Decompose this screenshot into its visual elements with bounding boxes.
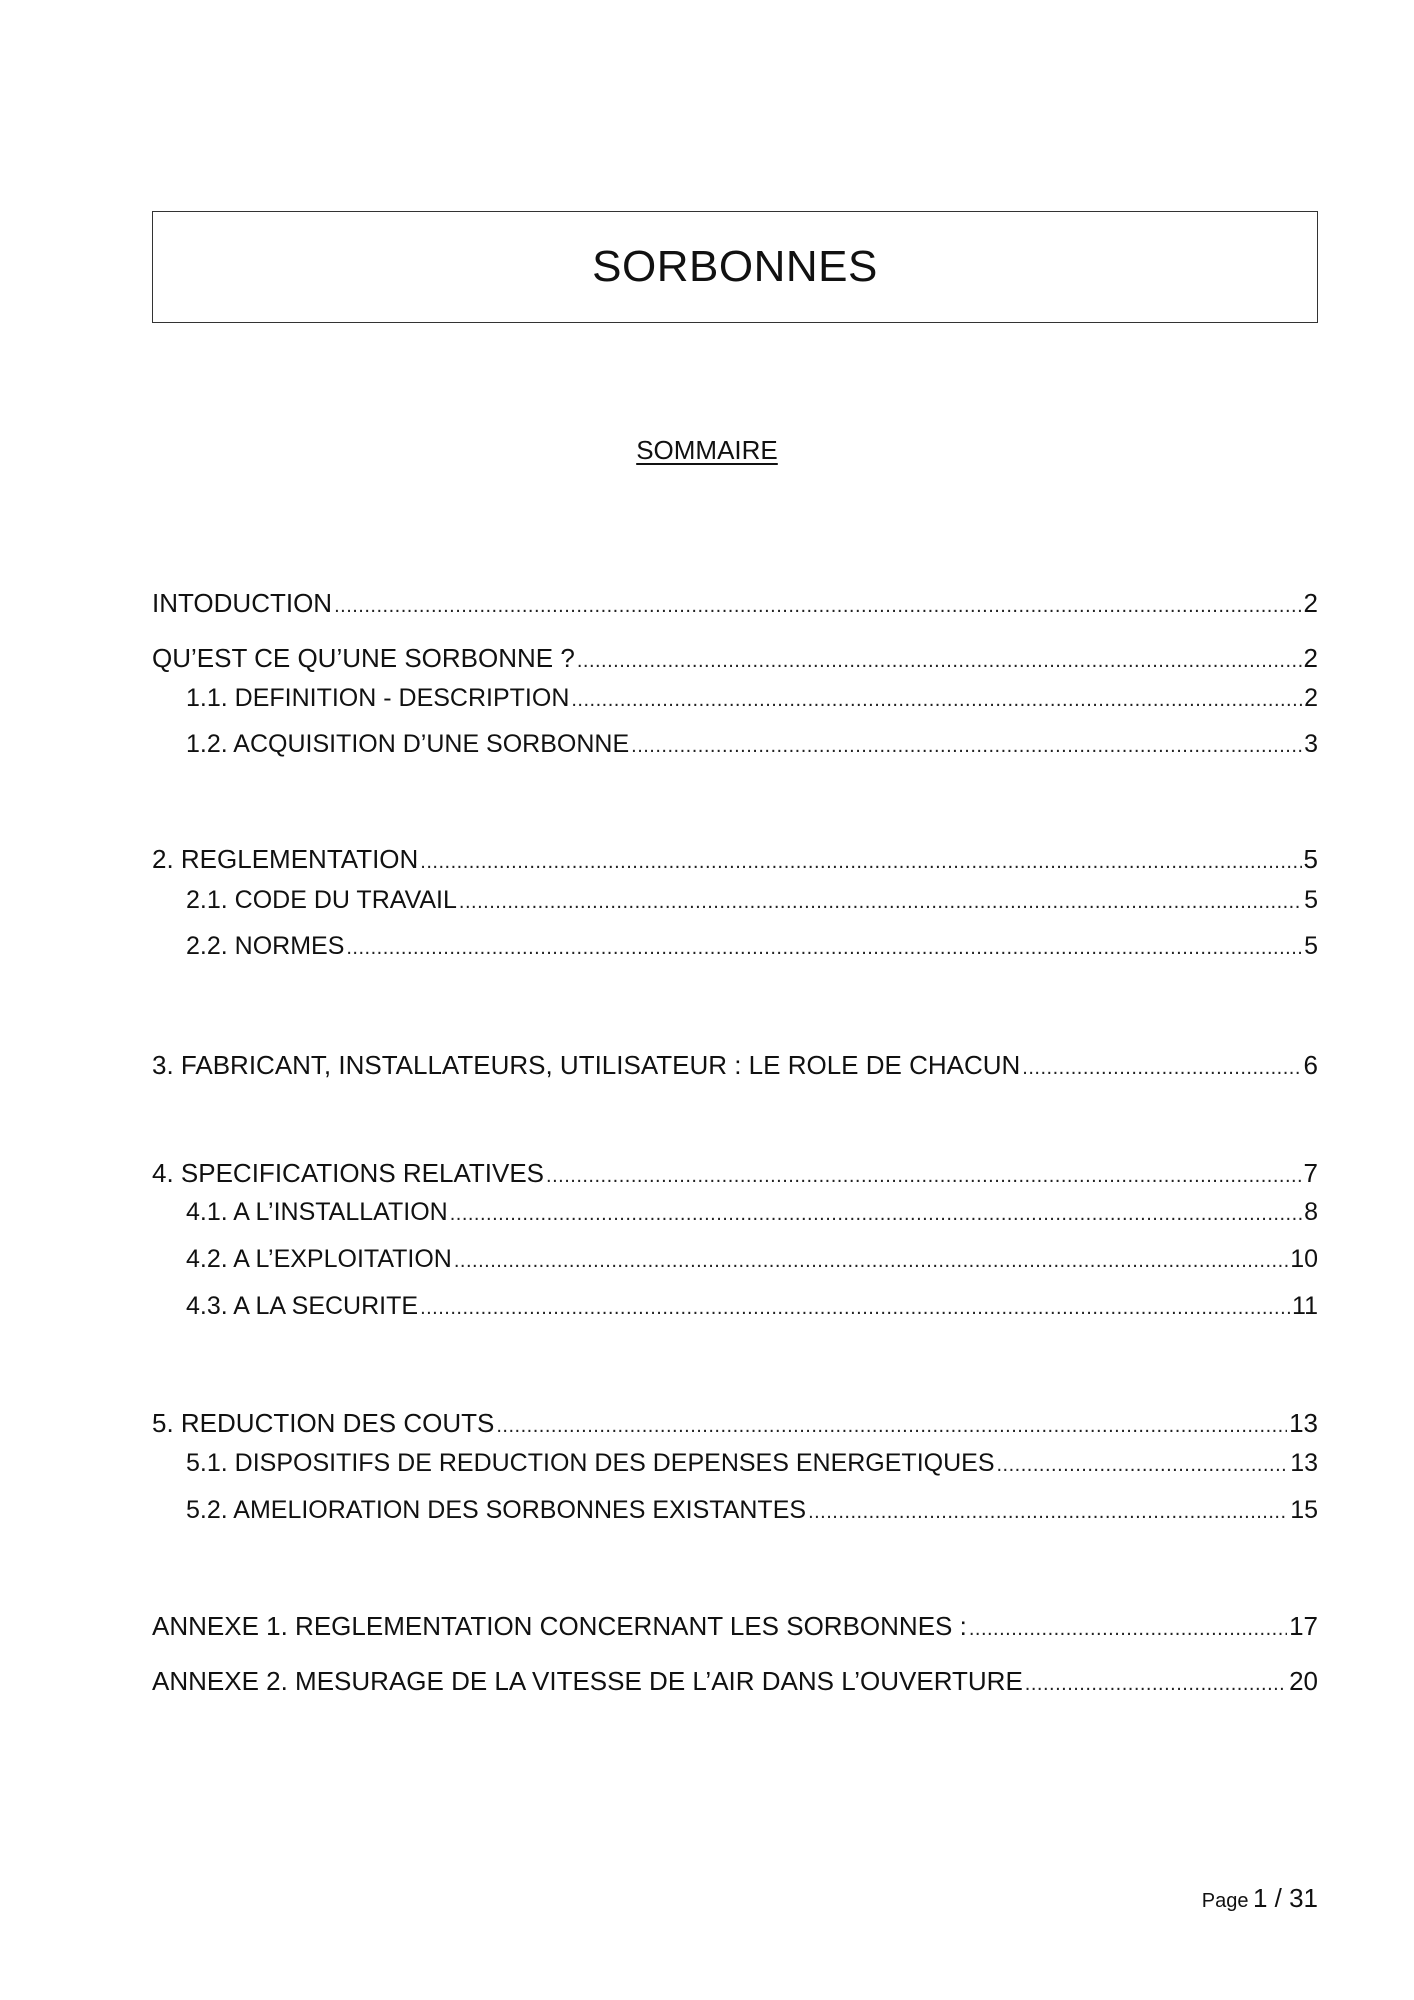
toc-entry-5-1[interactable]	[186, 1447, 1318, 1481]
toc-leader-dots	[420, 846, 1301, 878]
toc-leader-dots	[346, 932, 1302, 964]
toc-leader-dots	[969, 1613, 1287, 1645]
toc-entry-4-3[interactable]	[186, 1290, 1318, 1324]
toc-leader-dots	[631, 730, 1302, 762]
toc-entry-page: 5	[1303, 844, 1318, 874]
toc-entry-text: 1.2. ACQUISITION D’UNE SORBONNE	[186, 730, 630, 758]
toc-entry-1-1[interactable]	[186, 682, 1318, 716]
toc-entry-text: 1.1. DEFINITION - DESCRIPTION	[186, 684, 570, 712]
toc-entry-page: 13	[1290, 1449, 1318, 1477]
toc-entry-page: 13	[1289, 1408, 1318, 1438]
toc-entry-page: 2	[1303, 588, 1318, 618]
toc-entry-page: 2	[1303, 643, 1318, 673]
toc-entry-page: 2	[1304, 684, 1318, 712]
toc-entry-page: 15	[1290, 1496, 1318, 1524]
toc-leader-dots	[1025, 1668, 1287, 1700]
toc-entry-4-1[interactable]	[186, 1196, 1318, 1230]
toc-entry-page: 7	[1303, 1158, 1318, 1188]
toc-entry-2[interactable]	[152, 843, 1318, 878]
toc-leader-dots	[334, 590, 1301, 622]
toc-entry-page: 5	[1304, 886, 1318, 914]
toc-entry-page: 20	[1289, 1666, 1318, 1696]
toc-entry-page: 8	[1304, 1198, 1318, 1226]
toc-entry-text: 2. REGLEMENTATION	[152, 844, 419, 874]
toc-entry-text: 3. FABRICANT, INSTALLATEURS, UTILISATEUR : LE ROLE DE CHACUN	[152, 1050, 1021, 1080]
toc-entry-page: 10	[1290, 1245, 1318, 1273]
toc-entry-3[interactable]	[152, 1049, 1318, 1084]
toc-entry-annexe-2[interactable]	[152, 1665, 1318, 1700]
toc-entry-text: 4. SPECIFICATIONS RELATIVES	[152, 1158, 545, 1188]
toc-entry-page: 3	[1304, 730, 1318, 758]
toc-leader-dots	[571, 684, 1302, 716]
toc-leader-dots	[496, 1410, 1287, 1442]
toc-entry-text: 5.1. DISPOSITIFS DE REDUCTION DES DEPENSES ENERGETIQUES	[186, 1449, 995, 1477]
toc-entry-text: ANNEXE 1. REGLEMENTATION CONCERNANT LES SORBONNES :	[152, 1611, 967, 1641]
toc-entry-text: 4.1. A L’INSTALLATION	[186, 1198, 448, 1226]
toc-entry-5-2[interactable]	[186, 1494, 1318, 1528]
toc-entry-text: 5. REDUCTION DES COUTS	[152, 1408, 495, 1438]
sommaire-heading-container	[0, 435, 1414, 466]
toc-entry-4-2[interactable]	[186, 1243, 1318, 1277]
toc-leader-dots	[997, 1449, 1289, 1481]
toc-leader-dots	[459, 886, 1302, 918]
title-box	[152, 211, 1318, 323]
toc-entry-introduction[interactable]	[152, 587, 1318, 622]
toc-entry-2-1[interactable]	[186, 884, 1318, 918]
toc-entry-4[interactable]	[152, 1157, 1318, 1192]
toc-entry-text: 2.2. NORMES	[186, 932, 345, 960]
toc-entry-quest-ce-quune-sorbonne[interactable]	[152, 642, 1318, 677]
toc-entry-annexe-1[interactable]	[152, 1610, 1318, 1645]
toc-entry-text: 2.1. CODE DU TRAVAIL	[186, 886, 457, 914]
toc-entry-text: 4.2. A L’EXPLOITATION	[186, 1245, 452, 1273]
page-label: Page	[1201, 1890, 1249, 1912]
toc-entry-page: 11	[1292, 1292, 1318, 1320]
toc-entry-text: ANNEXE 2. MESURAGE DE LA VITESSE DE L’AIR DANS L’OUVERTURE	[152, 1666, 1023, 1696]
page-footer	[1202, 1883, 1318, 1914]
toc-entry-text: 4.3. A LA SECURITE	[186, 1292, 419, 1320]
toc-leader-dots	[454, 1245, 1288, 1277]
page-number: 1 / 31	[1252, 1883, 1318, 1913]
sommaire-heading: SOMMAIRE	[636, 435, 778, 465]
toc-entry-page: 5	[1304, 932, 1318, 960]
toc-entry-page: 6	[1303, 1050, 1318, 1080]
toc-entry-text: 5.2. AMELIORATION DES SORBONNES EXISTANTES	[186, 1496, 807, 1524]
toc-entry-text: INTODUCTION	[152, 588, 333, 618]
toc-entry-text: QU’EST CE QU’UNE SORBONNE ?	[152, 643, 575, 673]
toc-leader-dots	[1022, 1052, 1301, 1084]
toc-entry-2-2[interactable]	[186, 930, 1318, 964]
toc-entry-page: 17	[1289, 1611, 1318, 1641]
toc-leader-dots	[546, 1160, 1302, 1192]
toc-leader-dots	[808, 1496, 1288, 1528]
toc-leader-dots	[450, 1198, 1302, 1230]
toc-leader-dots	[420, 1292, 1290, 1324]
document-title: SORBONNES	[592, 242, 878, 291]
toc-entry-1-2[interactable]	[186, 728, 1318, 762]
toc-entry-5[interactable]	[152, 1407, 1318, 1442]
toc-leader-dots	[577, 645, 1302, 677]
